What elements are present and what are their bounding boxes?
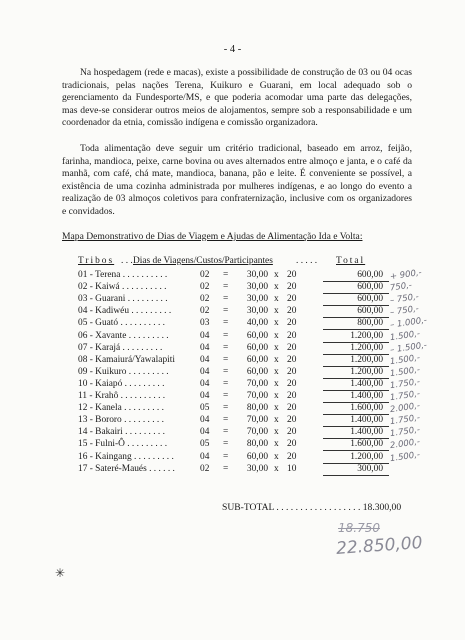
row-times: x [274, 282, 279, 293]
row-participants: 20 [287, 306, 297, 317]
row-tribe-name: 13 - Bororo . . . . . . . . . [78, 415, 164, 426]
header-leader-dots: . . . [121, 256, 133, 266]
row-days: 04 [200, 378, 210, 389]
row-equals: = [223, 294, 229, 305]
row-participants: 20 [287, 415, 297, 426]
row-equals: = [223, 306, 229, 317]
row-unit-cost: 40,00 [246, 318, 268, 329]
row-unit-cost: 60,00 [246, 451, 268, 462]
margin-star-icon: ✳ [55, 566, 66, 580]
row-tribe-name: 01 - Terena . . . . . . . . . . [78, 270, 168, 280]
row-total: 600,00 [357, 270, 383, 280]
row-participants: 20 [287, 318, 297, 329]
row-total: 1.400,00 [350, 427, 383, 438]
row-times: x [274, 318, 279, 329]
row-unit-cost: 60,00 [246, 330, 268, 341]
row-equals: = [223, 427, 229, 438]
row-participants: 20 [287, 294, 297, 305]
row-equals: = [223, 403, 229, 414]
row-days: 04 [200, 391, 210, 401]
row-participants: 20 [287, 403, 297, 414]
page-number: - 4 - [223, 44, 242, 55]
row-unit-cost: 60,00 [246, 354, 268, 365]
header-tribos: Tribos [78, 256, 115, 266]
row-handwritten-note: – 750,- [389, 304, 420, 319]
row-tribe-name: 04 - Kadiwéu . . . . . . . . . [78, 306, 172, 317]
row-total: 1.600,00 [350, 439, 383, 450]
row-equals: = [223, 378, 229, 389]
row-equals: = [223, 270, 229, 280]
row-unit-cost: 70,00 [246, 427, 268, 438]
row-times: x [274, 391, 279, 401]
row-tribe-name: 10 - Kaiapó . . . . . . . . . [78, 378, 165, 389]
row-handwritten-note: 1.750,- [389, 425, 421, 440]
row-unit-cost: 70,00 [246, 391, 268, 401]
row-times: x [274, 342, 279, 353]
row-tribe-name: 14 - Bakairi . . . . . . . . . [78, 427, 165, 438]
row-handwritten-note: 750,- [389, 280, 413, 294]
row-tribe-name: 03 - Guarani . . . . . . . . . [78, 294, 168, 305]
row-times: x [274, 294, 279, 305]
row-total: 1.400,00 [350, 415, 383, 426]
row-days: 04 [200, 427, 210, 438]
row-tribe-name: 17 - Sateré-Maués . . . . . . [78, 463, 175, 474]
row-days: 03 [200, 318, 210, 329]
row-equals: = [223, 330, 229, 341]
row-times: x [274, 378, 279, 389]
row-total: 800,00 [357, 318, 383, 329]
row-tribe-name: 09 - Kuikuro . . . . . . . . . [78, 366, 169, 377]
row-equals: = [223, 463, 229, 474]
row-equals: = [223, 366, 229, 377]
row-unit-cost: 60,00 [246, 342, 268, 353]
subtotal-label: SUB-TOTAL . . . . . . . . . . . . . . . . . . [222, 502, 361, 513]
row-days: 02 [200, 294, 210, 305]
row-days: 02 [200, 270, 210, 280]
row-total: 1.200,00 [350, 330, 383, 341]
row-unit-cost: 70,00 [246, 378, 268, 389]
row-unit-cost: 80,00 [246, 403, 268, 414]
row-equals: = [223, 415, 229, 426]
row-participants: 20 [287, 427, 297, 438]
row-handwritten-note: 1.750,- [389, 388, 421, 404]
row-handwritten-note: – 750,- [389, 292, 420, 307]
row-unit-cost: 30,00 [246, 463, 268, 474]
row-days: 02 [200, 306, 210, 317]
row-total: 1.200,00 [350, 366, 383, 377]
row-tribe-name: 02 - Kaiwá . . . . . . . . . . [78, 282, 167, 293]
total-rule-line [323, 475, 389, 476]
row-participants: 20 [287, 451, 297, 462]
row-participants: 20 [287, 270, 297, 280]
row-handwritten-note: 1.500,- [389, 449, 421, 464]
row-tribe-name: 15 - Fulni-Ô . . . . . . . . . [78, 439, 168, 450]
row-unit-cost: 80,00 [246, 439, 268, 450]
row-total: 1.400,00 [350, 378, 383, 389]
row-total: 1.400,00 [350, 391, 383, 401]
row-handwritten-note: + 900,- [389, 267, 423, 283]
handwritten-struck-total: 18.750 [338, 521, 380, 535]
row-participants: 20 [287, 330, 297, 341]
row-total: 600,00 [357, 306, 383, 317]
header-total: Total [336, 256, 366, 266]
row-participants: 10 [287, 463, 297, 474]
row-handwritten-note: – 1.000,- [389, 315, 428, 331]
row-total: 600,00 [357, 282, 383, 293]
row-unit-cost: 30,00 [246, 270, 268, 280]
row-tribe-name: 07 - Karajá . . . . . . . . . [78, 342, 163, 353]
row-times: x [274, 366, 279, 377]
row-tribe-name: 05 - Guató . . . . . . . . . . [78, 318, 165, 329]
row-handwritten-note: 1.750,- [389, 413, 421, 428]
row-total: 300,00 [357, 463, 383, 474]
row-handwritten-note: – 1.500,- [389, 340, 428, 356]
row-days: 02 [200, 282, 210, 293]
row-total: 1.600,00 [350, 403, 383, 414]
row-participants: 20 [287, 354, 297, 365]
row-days: 04 [200, 415, 210, 426]
row-tribe-name: 12 - Kanela . . . . . . . . . [78, 403, 164, 414]
row-participants: 20 [287, 342, 297, 353]
row-total: 1.200,00 [350, 451, 383, 462]
row-participants: 20 [287, 378, 297, 389]
subtotal-row [222, 502, 401, 513]
handwritten-total: 22.850,00 [335, 533, 424, 559]
header-leader-dots: . . . . . [296, 256, 318, 266]
row-equals: = [223, 282, 229, 293]
row-tribe-name: 11 - Krahô . . . . . . . . . . [78, 391, 166, 401]
row-days: 04 [200, 330, 210, 341]
row-participants: 20 [287, 282, 297, 293]
row-handwritten-note: 2.000,- [389, 437, 421, 452]
table-title: Mapa Demonstrativo de Dias de Viagem e Ajudas de Alimentação Ida e Volta: [62, 231, 363, 242]
row-tribe-name: 08 - Kamaiurá/Yawalapiti [78, 354, 175, 365]
header-dias: Dias de Viagens/Custos/Participantes [133, 256, 273, 266]
row-equals: = [223, 439, 229, 450]
row-unit-cost: 70,00 [246, 415, 268, 426]
row-participants: 20 [287, 366, 297, 377]
row-days: 05 [200, 403, 210, 414]
row-equals: = [223, 451, 229, 462]
row-unit-cost: 30,00 [246, 306, 268, 317]
row-total: 600,00 [357, 294, 383, 305]
row-times: x [274, 270, 279, 280]
row-times: x [274, 354, 279, 365]
row-total: 1.200,00 [350, 342, 383, 353]
row-days: 04 [200, 451, 210, 462]
row-tribe-name: 06 - Xavante . . . . . . . . . [78, 330, 169, 341]
row-participants: 20 [287, 439, 297, 450]
row-handwritten-note: 1.750,- [389, 376, 421, 391]
row-equals: = [223, 342, 229, 353]
row-unit-cost: 60,00 [246, 366, 268, 377]
row-times: x [274, 427, 279, 438]
paragraph-food: Toda alimentação deve seguir um critério tradicional, baseado em arroz, feijão, farinha, mandioca, peixe, carne bovina ou aves alternados entre almoço e janta, e o café da manhã, com café, chá mate, mandioca, banana, pão e leite. É conveniente se possível, a existência de uma cozinha administrada por mulheres indígenas, e ao longo do evento a realização de 03 almoços coletivos para confraternização, inclusive com os organizadores e convidados. [62, 143, 412, 217]
row-days: 04 [200, 342, 210, 353]
row-equals: = [223, 318, 229, 329]
row-times: x [274, 330, 279, 341]
row-times: x [274, 306, 279, 317]
row-unit-cost: 30,00 [246, 282, 268, 293]
row-handwritten-note: 2.000,- [389, 401, 421, 416]
row-times: x [274, 463, 279, 474]
row-times: x [274, 403, 279, 414]
row-equals: = [223, 391, 229, 401]
row-days: 02 [200, 463, 210, 474]
row-unit-cost: 30,00 [246, 294, 268, 305]
row-handwritten-note: 1.500,- [389, 364, 421, 379]
row-times: x [274, 451, 279, 462]
row-handwritten-note: 1.500,- [389, 328, 421, 343]
paragraph-lodging: Na hospedagem (rede e macas), existe a possibilidade de construção de 03 ou 04 ocas tradicionais, pelas nações Terena, Kuikuro e Guarani, em local adequado sob o gerenciamento da Fundesporte/MS, e que poderia acomodar uma parte das delegações, mas deve-se considerar outros meios de alojamentos, sempre sob a responsabilidade e um coordenador da etnia, comissão indígena e comissão organizadora. [62, 67, 412, 129]
row-total: 1.200,00 [350, 354, 383, 365]
row-days: 05 [200, 439, 210, 450]
row-participants: 20 [287, 391, 297, 401]
row-times: x [274, 439, 279, 450]
subtotal-value: 18.300,00 [362, 502, 402, 513]
row-days: 04 [200, 366, 210, 377]
row-tribe-name: 16 - Kaingang . . . . . . . . . [78, 451, 174, 462]
row-equals: = [223, 354, 229, 365]
row-handwritten-note: 1.500,- [389, 352, 421, 367]
row-days: 04 [200, 354, 210, 365]
row-times: x [274, 415, 279, 426]
